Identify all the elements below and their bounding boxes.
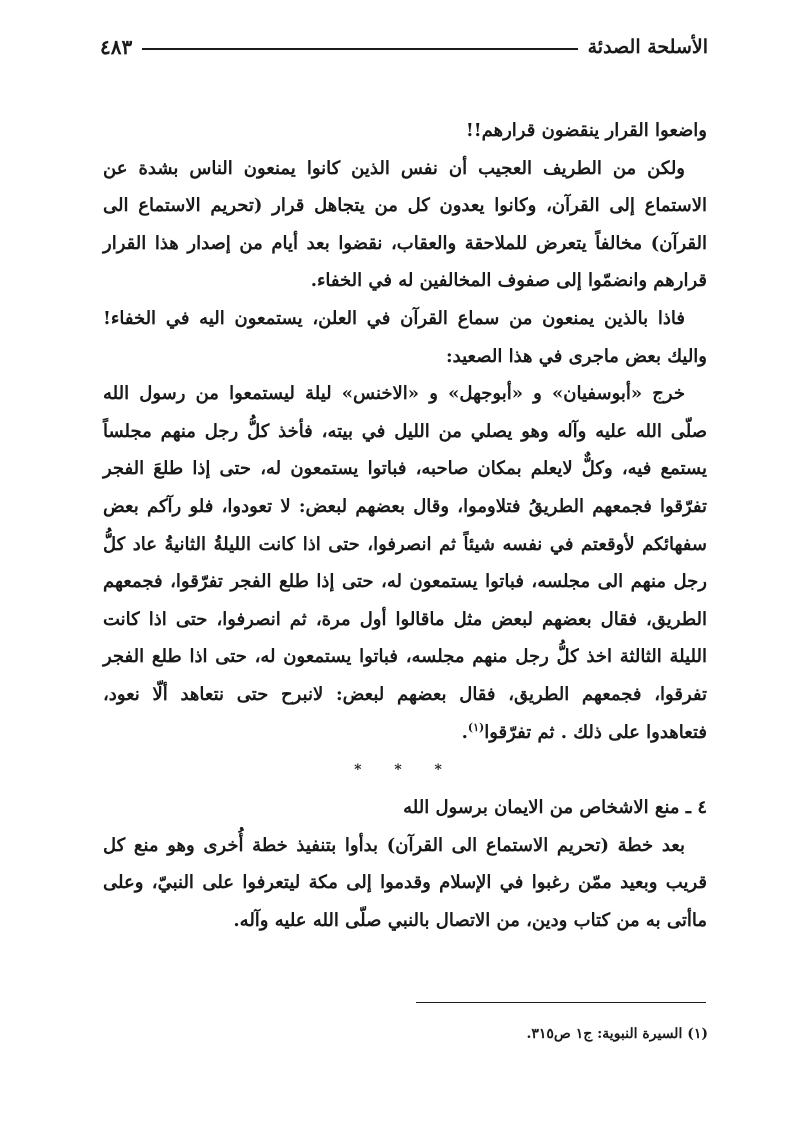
running-header — [100, 30, 708, 64]
paragraph: ولكن من الطريف العجيب أن نفس الذين كانوا يمنعون الناس بشدة عن الاستماع إلى القرآن، وكانوا يعدون كل من يتجاهل قرار (تحريم الاستماع الى القرآن) مخالفاً يتعرض للملاحقة والعقاب، نقضوا بعد أيام من إصدار هذا القرار قرارهم وانضمّوا إلى صفوف المخالفين له في الخفاء. — [103, 157, 707, 292]
paragraph-narration — [103, 375, 707, 751]
narration-text: خرج «أبوسفيان» و «أبوجهل» و «الاخنس» ليلة ليستمعوا من رسول الله صلّى الله عليه وآله وهو يصلي من الليل في بيته، فأخذ كلُّ رجل منهم مجلساً يستمع فيه، وكلٌّ لايعلم بمكان صاحبه، فباتوا يستمعون له، حتى إذا طلعَ الفجر تفرّقوا فجمعهم الطريقُ فتلاوموا، وقال بعضهم لبعض: لا تعودوا، فلو رآكم بعض سفهائكم لأوقعتم في نفسه شيئاً ثم انصرفوا، حتى اذا كانت الليلةُ الثانيةُ عاد كلُّ رجل منهم الى مجلسه، فباتوا يستمعون له، حتى إذا طلع الفجر تفرّقوا، فجمعهم الطريق، فقال بعضهم لبعض مثل ماقالوا أول مرة، ثم انصرفوا، حتى اذا كانت الليلة الثالثة اخذ كلُّ رجل منهم مجلسه، فباتوا يستمعون له، حتى اذا طلع الفجر تفرقوا، فجمعهم الطريق، فقال بعضهم لبعض: لانبرح حتى نتعاهد ألّا نعود، فتعاهدوا على ذلك . ثم تفرّقوا — [103, 383, 707, 743]
running-title: الأسلحة الصدئة — [587, 36, 708, 58]
section-heading: ٤ ـ منع الاشخاص من الايمان برسول الله — [403, 797, 707, 819]
paragraph: فاذا بالذين يمنعون من سماع القرآن في العلن، يستمعون اليه في الخفاء! واليك بعض ماجرى في هذا الصعيد: — [103, 307, 707, 367]
footnote: (١) السيرة النبوية: ج١ ص٣١٥. — [526, 1026, 708, 1042]
section-heading: واضعوا القرار ينقضون قرارهم!! — [465, 120, 707, 141]
paragraph: بعد خطة (تحريم الاستماع الى القرآن) بدأوا بتنفيذ خطة أُخرى وهو منع كل قريب وبعيد ممّن رغبوا في الإسلام وقدموا إلى مكة ليتعرفوا على النبيّ، وعلى ماأتى به من كتاب ودين، من الاتصال بالنبي صلّى الله عليه وآله. — [103, 834, 707, 931]
page-number: ٤٨٣ — [100, 35, 133, 59]
footnote-rule — [416, 1002, 706, 1003]
main-text — [103, 112, 707, 939]
section-separator: * * * — [354, 762, 456, 779]
narration-end: . — [461, 721, 468, 743]
header-rule — [142, 48, 577, 50]
footnote-reference: (١) — [467, 720, 485, 734]
